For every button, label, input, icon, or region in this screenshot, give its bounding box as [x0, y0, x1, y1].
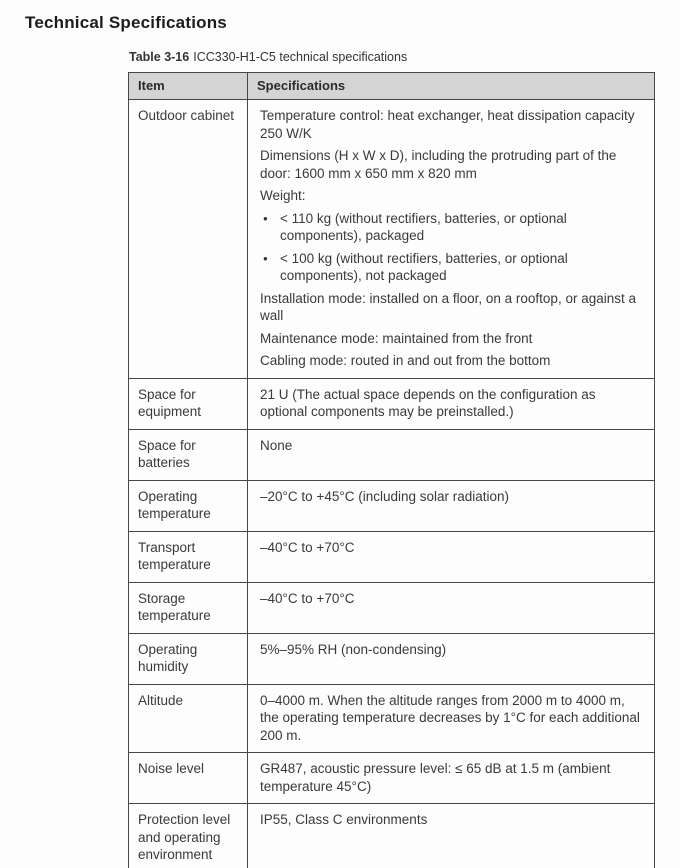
table-row [129, 429, 655, 480]
bullet-icon: ● [263, 213, 268, 223]
table-row [129, 480, 655, 531]
table-caption-label: Table 3-16 [129, 50, 190, 64]
spec-paragraph: –40°C to +70°C [260, 590, 355, 606]
bullet-text: < 100 kg (without rectifiers, batteries, or optional components), not packaged [280, 250, 568, 283]
item-cell: Altitude [129, 684, 248, 753]
page-title: Technical Specifications [25, 13, 227, 32]
spec-paragraph: GR487, acoustic pressure level: ≤ 65 dB at 1.5 m (ambient temperature 45°C) [260, 761, 611, 794]
table-row [129, 100, 655, 379]
item-cell: Space for equipment [129, 378, 248, 429]
table-row [129, 633, 655, 684]
spec-paragraph: 0–4000 m. When the altitude ranges from 2000 m to 4000 m, the operating temperature decreases by 1°C for each additional 200 m. [260, 692, 640, 743]
page-content [128, 50, 655, 868]
spec-paragraph: Cabling mode: routed in and out from the bottom [260, 353, 551, 368]
specifications-cell [248, 480, 655, 531]
table-row [129, 378, 655, 429]
item-cell: Operating humidity [129, 633, 248, 684]
table-row [129, 531, 655, 582]
spec-paragraph: Installation mode: installed on a floor, on a rooftop, or against a wall [260, 290, 636, 323]
table-header-row [129, 73, 655, 100]
bullet-list-item [260, 210, 644, 245]
table-row [129, 753, 655, 804]
specifications-cell [248, 582, 655, 633]
spec-paragraph: 21 U (The actual space depends on the configuration as optional components may be preinstalled.) [260, 386, 596, 419]
specifications-cell [248, 684, 655, 753]
spec-table-body [129, 100, 655, 868]
specifications-cell [248, 378, 655, 429]
item-cell: Transport temperature [129, 531, 248, 582]
specifications-cell [248, 804, 655, 868]
specifications-table [128, 72, 655, 868]
spec-paragraph: Weight: [260, 188, 306, 203]
spec-paragraph: Dimensions (H x W x D), including the protruding part of the door: 1600 mm x 650 mm x 820 mm [260, 148, 617, 181]
column-header-specifications: Specifications [248, 73, 655, 100]
item-cell: Operating temperature [129, 480, 248, 531]
bullet-list-item [260, 250, 644, 285]
table-row [129, 684, 655, 753]
specifications-cell [248, 429, 655, 480]
table-caption [129, 50, 655, 64]
item-cell: Storage temperature [129, 582, 248, 633]
table-row [129, 804, 655, 868]
item-cell: Outdoor cabinet [129, 100, 248, 379]
spec-paragraph: None [260, 437, 293, 453]
table-caption-text: ICC330-H1-C5 technical specifications [193, 50, 408, 64]
item-cell: Protection level and operating environment [129, 804, 248, 868]
table-row [129, 582, 655, 633]
specifications-cell [248, 100, 655, 379]
spec-paragraph: –40°C to +70°C [260, 539, 355, 555]
item-cell: Noise level [129, 753, 248, 804]
item-cell: Space for batteries [129, 429, 248, 480]
bullet-text: < 110 kg (without rectifiers, batteries, or optional components), packaged [280, 210, 567, 243]
spec-paragraph: Temperature control: heat exchanger, heat dissipation capacity 250 W/K [260, 108, 635, 141]
spec-paragraph: IP55, Class C environments [260, 812, 428, 827]
specifications-cell [248, 633, 655, 684]
bullet-icon: ● [263, 253, 268, 263]
specifications-cell [248, 753, 655, 804]
spec-paragraph: –20°C to +45°C (including solar radiation) [260, 488, 510, 504]
specifications-cell [248, 531, 655, 582]
spec-paragraph: Maintenance mode: maintained from the front [260, 330, 533, 346]
spec-paragraph: 5%–95% RH (non-condensing) [260, 641, 447, 657]
column-header-item: Item [129, 73, 248, 100]
